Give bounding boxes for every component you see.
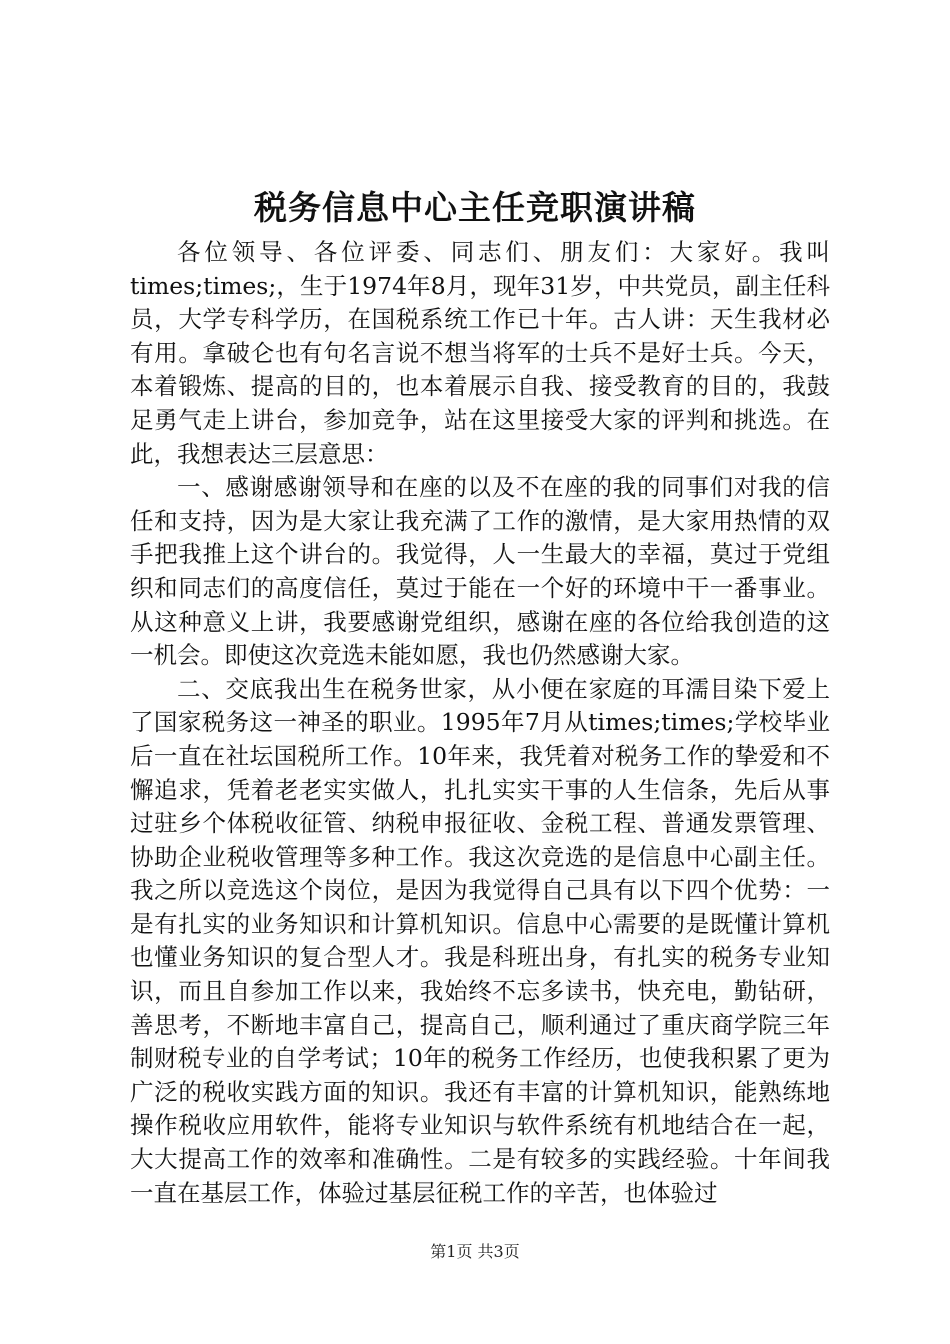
paragraph-background: 二、交底我出生在税务世家，从小便在家庭的耳濡目染下爱上了国家税务这一神圣的职业。1995年7月从times;times;学校毕业后一直在社坛国税所工作。10年来，我凭着对税务工作的挚爱和不懈追求，凭着老老实实做人，扎扎实实干事的人生信条，先后从事过驻乡个体税收征管、纳税申报征收、金税工程、普通发票管理、协助企业税收管理等多种工作。我这次竞选的是信息中心副主任。我之所以竞选这个岗位，是因为我觉得自己具有以下四个优势：一是有扎实的业务知识和计算机知识。信息中心需要的是既懂计算机也懂业务知识的复合型人才。我是科班出身，有扎实的税务专业知识，而且自参加工作以来，我始终不忘多读书，快充电，勤钻研，善思考，不断地丰富自己，提高自己，顺利通过了重庆商学院三年制财税专业的自学考试；10年的税务工作经历，也使我积累了更为广泛的税收实践方面的知识。我还有丰富的计算机知识，能熟练地操作税收应用软件，能将专业知识与软件系统有机地结合在一起，大大提高工作的效率和准确性。二是有较多的实践经验。十年间我一直在基层工作，体验过基层征税工作的辛苦，也体验过 xyxy=(130,674,830,1207)
paragraph-intro: 各位领导、各位评委、同志们、朋友们：大家好。我叫times;times;，生于1974年8月，现年31岁，中共党员，副主任科员，大学专科学历，在国税系统工作已十年。古人讲：天生我材必有用。拿破仑也有句名言说不想当将军的士兵不是好士兵。今天，本着锻炼、提高的目的，也本着展示自我、接受教育的目的，我鼓足勇气走上讲台，参加竞争，站在这里接受大家的评判和挑选。在此，我想表达三层意思： xyxy=(130,238,830,468)
page-footer: 第1页 共3页 xyxy=(430,1242,520,1261)
document-title: 税务信息中心主任竞职演讲稿 xyxy=(254,188,696,227)
paragraph-thanks: 一、感谢感谢领导和在座的以及不在座的我的同事们对我的信任和支持，因为是大家让我充满了工作的激情，是大家用热情的双手把我推上这个讲台的。我觉得，人一生最大的幸福，莫过于党组织和同志们的高度信任，莫过于能在一个好的环境中干一番事业。从这种意义上讲，我要感谢党组织，感谢在座的各位给我创造的这一机会。即使这次竞选未能如愿，我也仍然感谢大家。 xyxy=(130,473,830,670)
document-body xyxy=(130,236,830,1210)
